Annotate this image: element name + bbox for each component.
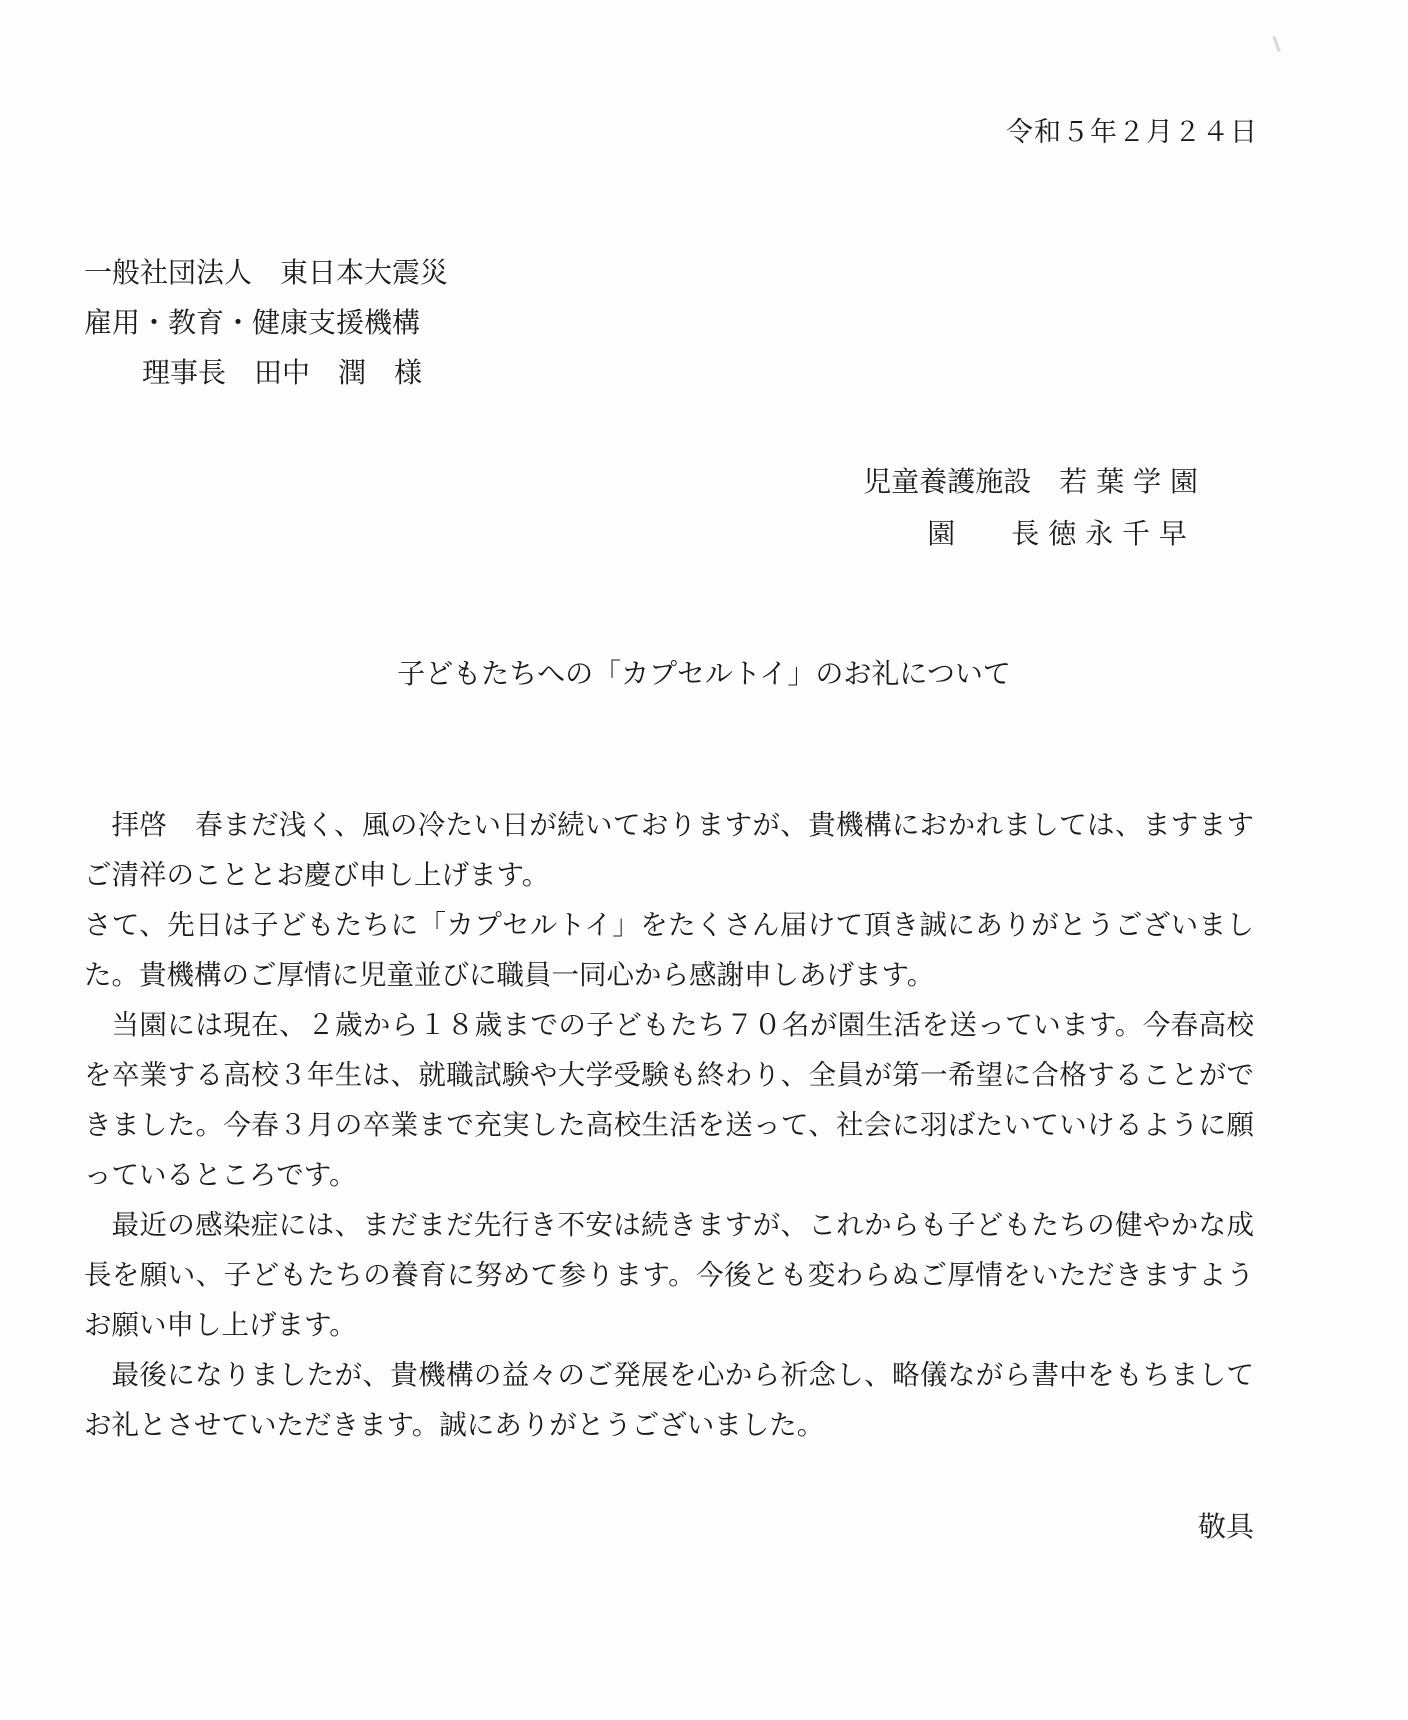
recipient-block [84, 248, 448, 398]
sender-block [863, 456, 1198, 560]
recipient-organization-sub: 雇用・教育・健康支援機構 [84, 306, 421, 339]
body-paragraph-outlook: 最近の感染症には、まだまだ先行き不安は続きますが、これからも子どもたちの健やかな成長を願い、子どもたちの養育に努めて参ります。今後とも変わらぬご厚情をいただきますようお願い申し上げます。 [84, 1209, 1254, 1341]
letter-body [84, 800, 1254, 1450]
sender-head: 園 長 徳 永 千 早 [927, 517, 1187, 550]
recipient-organization: 一般社団法人 東日本大震災 [84, 256, 449, 289]
body-paragraph-greeting: 拝啓 春まだ浅く、風の冷たい日が続いておりますが、貴機構におかれましては、ますますご清祥のこととお慶び申し上げます。 [84, 809, 1254, 891]
body-paragraph-status: 当園には現在、２歳から１８歳までの子どもたち７０名が園生活を送っています。今春高校を卒業する高校３年生は、就職試験や大学受験も終わり、全員が第一希望に合格することができました。今春３月の卒業まで充実した高校生活を送って、社会に羽ばたいていけるように願っているところです。 [84, 1009, 1254, 1191]
letter-subject: 子どもたちへの「カプセルトイ」のお礼について [397, 657, 1011, 690]
sender-organization: 児童養護施設 若 葉 学 園 [863, 465, 1198, 498]
body-paragraph-closing: 最後になりましたが、貴機構の益々のご発展を心から祈念し、略儀ながら書中をもちましてお礼とさせていただきます。誠にありがとうございました。 [84, 1359, 1254, 1441]
closing-word: 敬具 [1197, 1510, 1254, 1543]
scan-speck [1272, 36, 1280, 52]
recipient-person: 理事長 田中 潤 様 [142, 356, 423, 389]
body-paragraph-thanks: さて、先日は子どもたちに「カプセルトイ」をたくさん届けて頂き誠にありがとうございました。貴機構のご厚情に児童並びに職員一同心から感謝申しあげます。 [84, 909, 1254, 991]
letter-date: 令和５年２月２４日 [1006, 117, 1258, 148]
